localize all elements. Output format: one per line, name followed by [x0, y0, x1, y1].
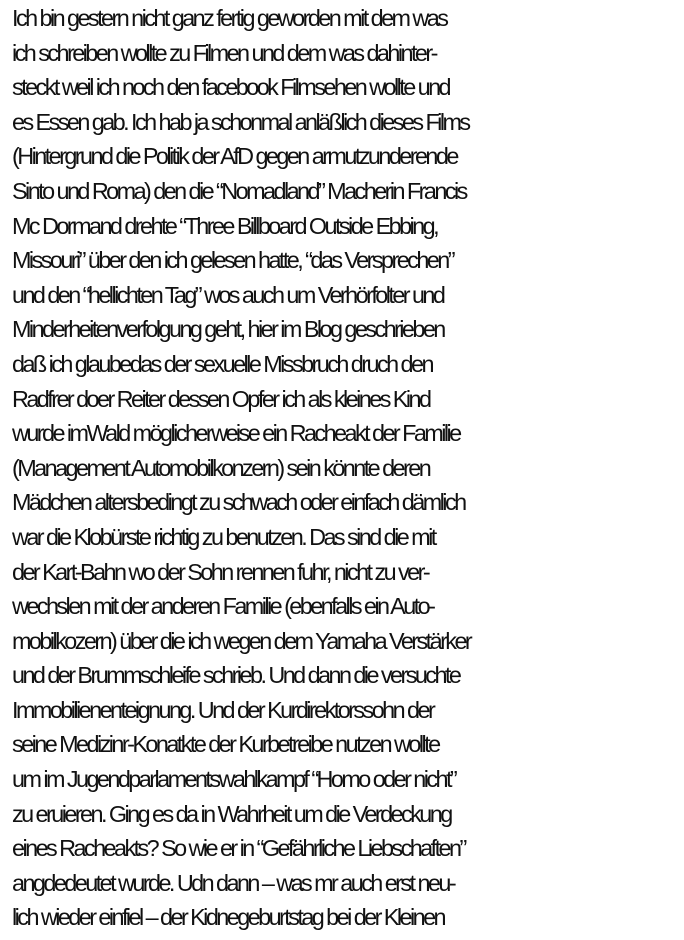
text-line-16: war die Klobürste richtig zu benutzen. Das sind die mit: [12, 523, 435, 550]
text-line-17: der Kart-Bahn wo der Sohn rennen fuhr, nicht zu ver-: [12, 558, 429, 585]
text-line-12: Radfrer doer Reiter dessen Opfer ich als kleines Kind: [12, 385, 430, 412]
text-line-9: und den “hellichten Tag” wos auch um Verhörfolter und: [12, 281, 444, 308]
text-line-27: lich wieder einfiel – der Kidnegeburtstag bei der Kleinen: [12, 904, 444, 931]
text-line-26: angdedeutet wurde. Udn dann – was mr auch erst neu-: [12, 869, 455, 896]
text-line-3: steckt weil ich noch den facebook Filmsehen wollte und: [12, 74, 449, 101]
text-line-4: es Essen gab. Ich hab ja schonmal anläßlich dieses Films: [12, 108, 469, 135]
text-line-7: Mc Dormand drehte “Three Billboard Outside Ebbing,: [12, 212, 438, 239]
text-line-19: mobilkozern) über die ich wegen dem Yamaha Verstärker: [12, 627, 471, 654]
text-line-20: und der Brummschleife schrieb. Und dann die versuchte: [12, 662, 460, 689]
text-line-22: seine Medizinr-Konatkte der Kurbetreibe nutzen wollte: [12, 731, 439, 758]
text-line-25: eines Racheakts? So wie er in “Gefährliche Liebschaften”: [12, 835, 465, 862]
text-line-8: Missouri” über den ich gelesen hatte, “das Versprechen”: [12, 247, 453, 274]
body-text: [12, 1, 680, 935]
text-line-1: Ich bin gestern nicht ganz fertig geworden mit dem was: [12, 5, 447, 31]
text-line-5: (Hintergrund die Politik der AfD gegen armutzunderende: [12, 143, 457, 170]
text-line-15: Mädchen altersbedingt zu schwach oder einfach dämlich: [12, 489, 465, 516]
text-line-13: wurde imWald möglicherweise ein Racheakt der Familie: [12, 420, 460, 447]
text-line-6: Sinto und Roma) den die “Nomadland” Macherin Francis: [12, 177, 466, 204]
text-line-14: (Management Automobilkonzern) sein könnte deren: [12, 454, 430, 481]
text-line-2: ich schreiben wollte zu Filmen und dem was dahinter-: [12, 39, 436, 66]
text-line-24: zu eruieren. Ging es da in Wahrheit um die Verdeckung: [12, 800, 451, 827]
text-line-11: daß ich glaubedas der sexuelle Missbruch druch den: [12, 350, 432, 377]
text-line-21: Immobilienenteignung. Und der Kurdirektorssohn der: [12, 696, 434, 723]
text-line-18: wechslen mit der anderen Familie (ebenfalls ein Auto-: [12, 593, 434, 620]
text-line-10: Minderheitenverfolgung geht, hier im Blog geschrieben: [12, 316, 444, 343]
text-line-23: um im Jugendparlamentswahlkampf “Homo oder nicht”: [12, 766, 456, 793]
